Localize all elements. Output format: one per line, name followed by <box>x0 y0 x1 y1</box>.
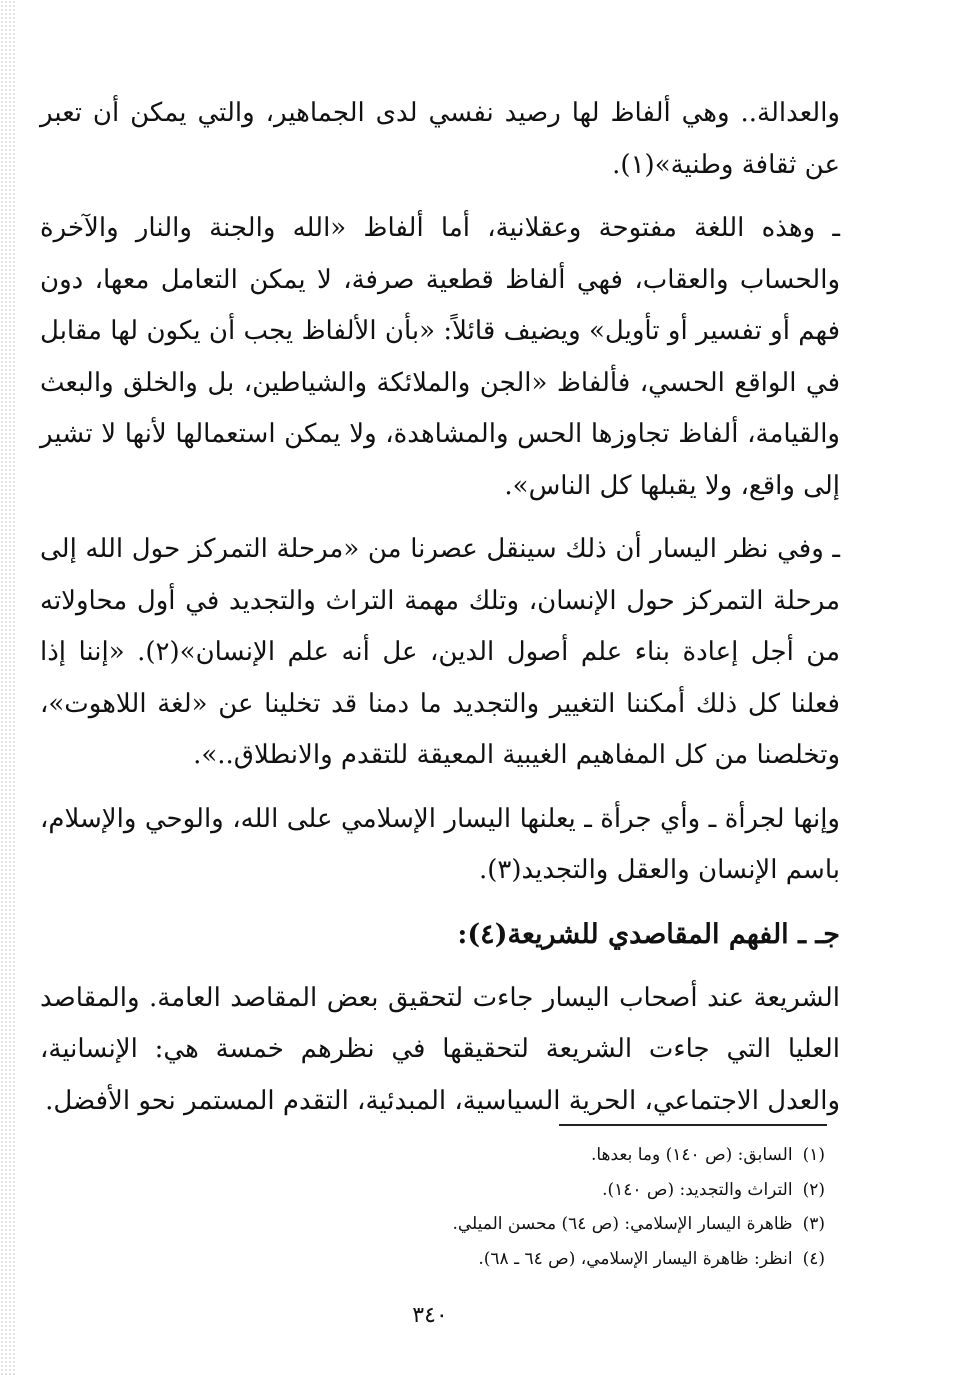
footnote-3 <box>265 1207 825 1242</box>
paragraph-1: والعدالة.. وهي ألفاظ لها رصيد نفسي لدى الجماهير، والتي يمكن أن تعبر عن ثقافة وطنية»(١). <box>40 98 840 180</box>
footnote-number: (٤) <box>802 1248 825 1269</box>
footnote-text: السابق: (ص ١٤٠) وما بعدها. <box>590 1145 793 1165</box>
page-edge-texture <box>0 0 16 1375</box>
paragraph-3: ـ وفي نظر اليسار أن ذلك سينقل عصرنا من «مرحلة التمركز حول الله إلى مرحلة التمركز حول الإنسان، وتلك مهمة التراث والتجديد في أول محاولاته من أجل إعادة بناء علم أصول الدين، عل أنه علم الإنسان»(٢). «إننا إذا فعلنا كل ذلك أمكننا التغيير والتجديد ما دمنا قد تخلينا عن «لغة اللاهوت»، وتخلصنا من كل المفاهيم الغيبية المعيقة للتقدم والانطلاق..». <box>40 534 840 770</box>
footnote-4 <box>265 1242 825 1277</box>
paragraph-2: ـ وهذه اللغة مفتوحة وعقلانية، أما ألفاظ «الله والجنة والنار والآخرة والحساب والعقاب، فهي ألفاظ قطعية صرفة، لا يمكن التعامل معها، دون فهم أو تفسير أو تأويل» ويضيف قائلاً: «بأن الألفاظ يجب أن يكون لها مقابل في الواقع الحسي، فألفاظ «الجن والملائكة والشياطين، بل والخلق والبعث والقيامة، ألفاظ تجاوزها الحس والمشاهدة، ولا يمكن استعمالها لأنها لا تشير إلى واقع، ولا يقبلها كل الناس». <box>40 213 840 501</box>
paragraph-5: الشريعة عند أصحاب اليسار جاءت لتحقيق بعض المقاصد العامة. والمقاصد العليا التي جاءت الشريعة لتحقيقها في نظرهم خمسة هي: الإنسانية، والعدل الاجتماعي، الحرية السياسية، المبدئية، التقدم المستمر نحو الأفضل. <box>40 982 840 1116</box>
footnote-text: التراث والتجديد: (ص ١٤٠). <box>602 1179 793 1200</box>
footnote-1 <box>265 1138 825 1173</box>
footnotes <box>265 1138 825 1276</box>
footnote-number: (٢) <box>802 1179 825 1200</box>
footnote-text: انظر: ظاهرة اليسار الإسلامي، (ص ٦٤ ـ ٦٨). <box>478 1248 793 1269</box>
footnote-text: ظاهرة اليسار الإسلامي: (ص ٦٤) محسن الميلي. <box>452 1214 793 1234</box>
footnote-divider <box>559 1124 827 1126</box>
footnote-number: (١) <box>802 1145 825 1165</box>
page-body <box>40 88 840 1127</box>
page-number: ٣٤٠ <box>412 1303 448 1328</box>
section-heading: جـ ـ الفهم المقاصدي للشريعة(٤): <box>457 918 840 950</box>
footnote-2 <box>265 1173 825 1208</box>
footnote-number: (٣) <box>802 1214 825 1234</box>
paragraph-4: وإنها لجرأة ـ وأي جرأة ـ يعلنها اليسار الإسلامي على الله، والوحي والإسلام، باسم الإنسان والعقل والتجديد(٣). <box>40 803 840 885</box>
